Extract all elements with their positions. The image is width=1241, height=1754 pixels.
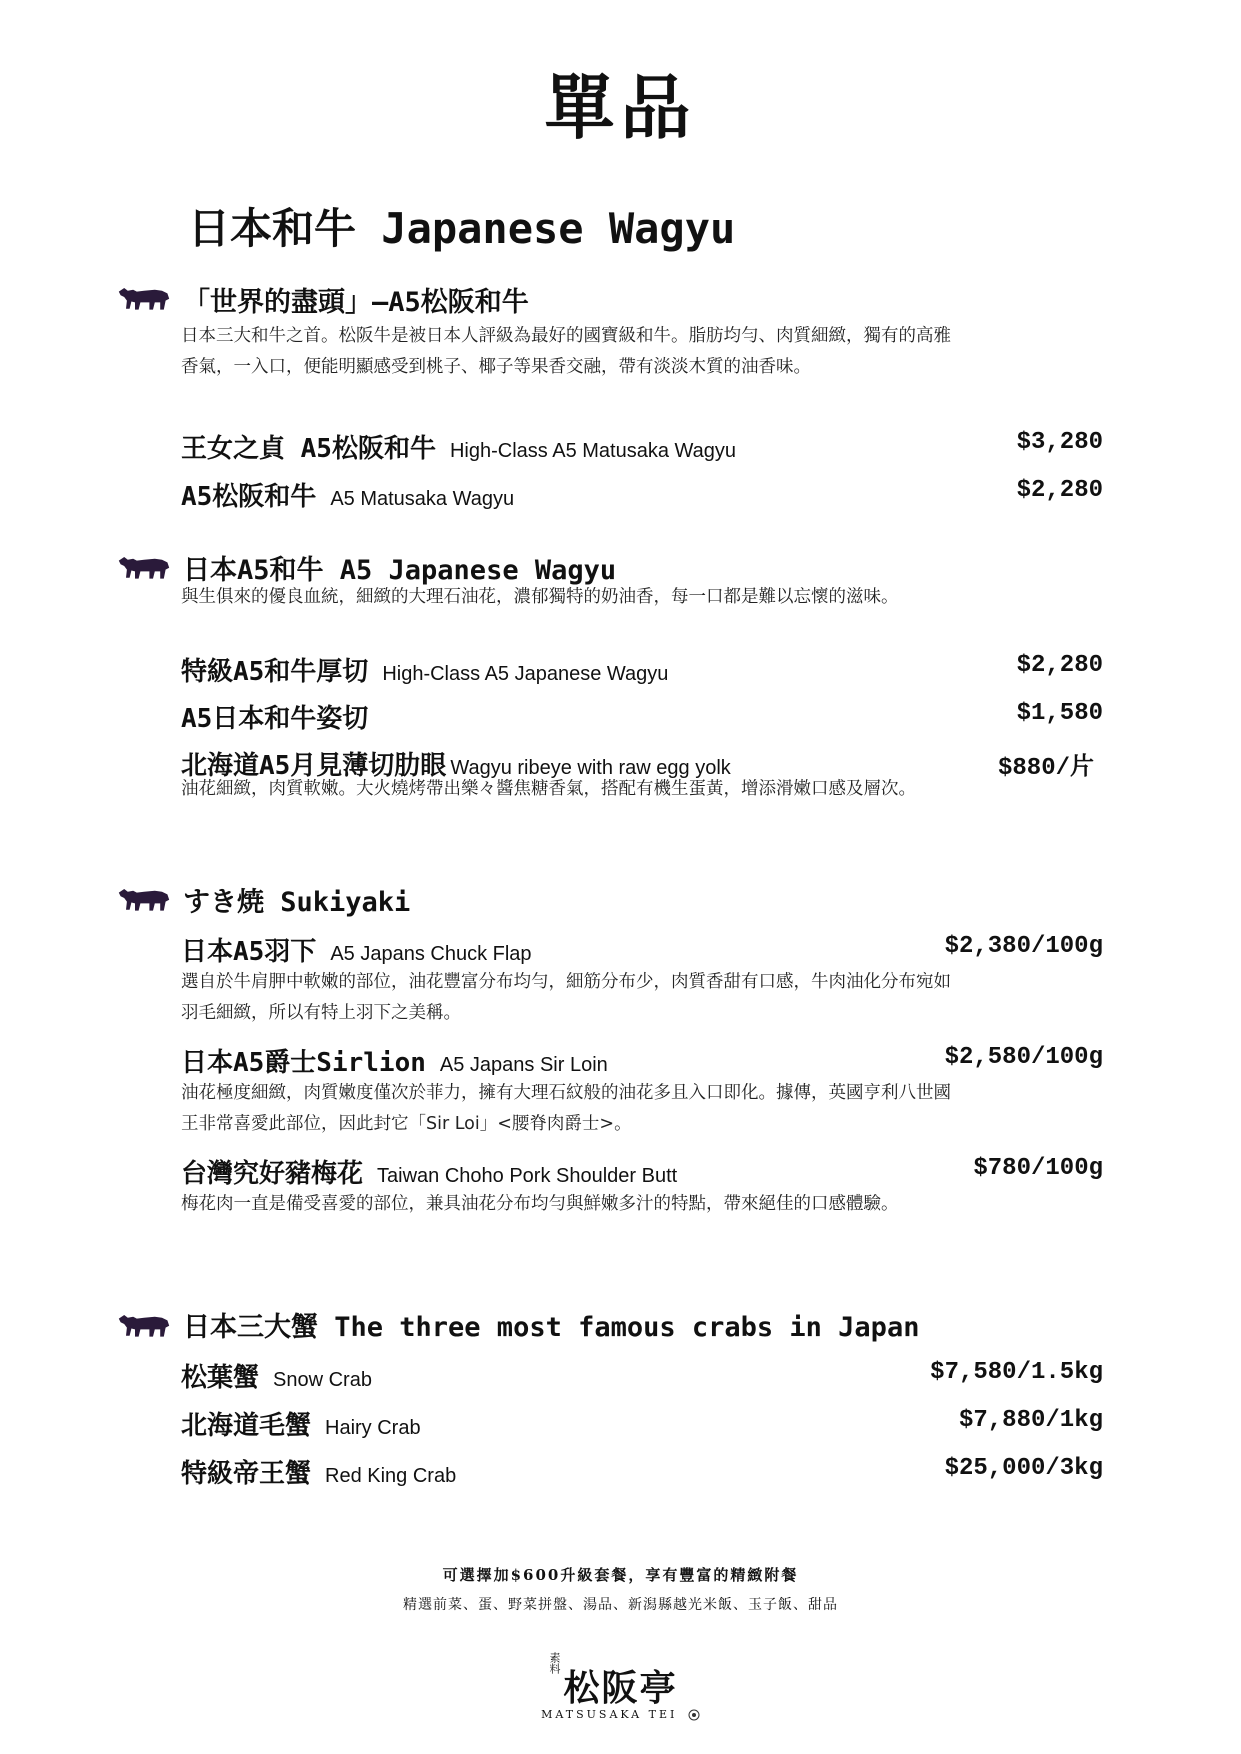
logo-mark: 素料 <box>548 1652 561 1674</box>
sides-list: 精選前菜、蛋、野菜拼盤、湯品、新潟縣越光米飯、玉子飯、甜品 <box>403 1597 838 1613</box>
flower-crest-icon <box>688 1709 700 1721</box>
page-title: 單品 <box>544 66 697 149</box>
menu-item <box>181 698 368 735</box>
group-title: 日本A5和牛 A5 Japanese Wagyu <box>183 555 617 586</box>
item-name-zh: A5日本和牛姿切 <box>181 704 369 734</box>
item-description: 油花細緻，肉質軟嫩。大火燒烤帶出樂々醬焦糖香氣，搭配有機生蛋黃，增添滑嫩口感及層次。 <box>181 779 916 799</box>
logo-subtitle-text: MATSUSAKA TEI <box>541 1708 678 1721</box>
item-name-en: Taiwan Choho Pork Shoulder Butt <box>377 1165 678 1187</box>
item-price: $880/片 <box>997 755 1094 782</box>
menu-item <box>181 931 532 968</box>
item-name-en: Wagyu ribeye with raw egg yolk <box>450 757 731 779</box>
menu-item <box>181 1153 677 1190</box>
item-name-en: A5 Matusaka Wagyu <box>330 488 515 510</box>
item-price: $780/100g <box>973 1155 1103 1182</box>
group-description: 與生俱來的優良血統，細緻的大理石油花，濃郁獨特的奶油香，每一口都是難以忘懷的滋味。 <box>181 587 899 607</box>
bull-icon <box>117 1309 171 1339</box>
item-name-zh: 北海道A5月見薄切肋眼 <box>181 751 447 781</box>
menu-item <box>181 476 514 513</box>
logo-subtitle <box>0 1708 1241 1721</box>
section-title: 日本和牛 Japanese Wagyu <box>188 204 736 253</box>
group-title: 「世界的盡頭」—A5松阪和牛 <box>183 287 529 318</box>
item-name-en: A5 Japans Sir Loin <box>439 1054 608 1076</box>
item-price: $7,880/1kg <box>958 1407 1103 1434</box>
item-price: $2,580/100g <box>944 1044 1103 1071</box>
item-name-zh: 特級A5和牛厚切 <box>181 657 369 687</box>
item-price: $7,580/1.5kg <box>930 1359 1103 1386</box>
menu-item <box>181 1453 456 1490</box>
item-price: $2,280 <box>1016 477 1103 504</box>
item-price: $2,280 <box>1016 652 1103 679</box>
item-name-zh: 台灣究好豬梅花 <box>181 1159 364 1189</box>
upgrade-note: 可選擇加$600升級套餐，享有豐富的精緻附餐 <box>442 1566 799 1584</box>
item-name-zh: 特級帝王蟹 <box>181 1459 312 1489</box>
bull-icon <box>117 551 171 581</box>
group-title: 日本三大蟹 The three most famous crabs in Japan <box>183 1312 920 1343</box>
item-name-en: A5 Japans Chuck Flap <box>330 943 532 965</box>
item-description: 油花極度細緻，肉質嫩度僅次於菲力，擁有大理石紋般的油花多且入口即化。據傳，英國亨利八世國王非常喜愛此部位，因此封它「Sir Loi」<腰脊肉爵士>。 <box>181 1083 951 1134</box>
item-name-zh: 日本A5羽下 <box>181 937 317 967</box>
item-price: $1,580 <box>1016 700 1103 727</box>
menu-item <box>181 1042 608 1079</box>
item-name-en: Red King Crab <box>325 1465 457 1487</box>
group-title: すき焼 Sukiyaki <box>183 887 411 918</box>
menu-item <box>181 1357 372 1394</box>
item-name-en: High-Class A5 Matusaka Wagyu <box>449 440 737 462</box>
item-name-en: High-Class A5 Japanese Wagyu <box>382 663 669 685</box>
bull-icon <box>117 282 171 312</box>
menu-item <box>181 1405 421 1442</box>
item-description: 選自於牛肩胛中軟嫩的部位，油花豐富分布均勻，細筋分布少，肉質香甜有口感，牛肉油化分布宛如羽毛細緻，所以有特上羽下之美稱。 <box>181 972 951 1023</box>
item-name-en: Snow Crab <box>273 1369 372 1391</box>
item-name-zh: 日本A5爵士Sirlion <box>181 1048 426 1078</box>
item-name-zh: 北海道毛蟹 <box>181 1411 312 1441</box>
item-name-zh: 王女之貞 A5松阪和牛 <box>181 434 436 464</box>
item-description: 梅花肉一直是備受喜愛的部位，兼具油花分布均勻與鮮嫩多汁的特點，帶來絕佳的口感體驗。 <box>181 1194 899 1214</box>
group-description: 日本三大和牛之首。松阪牛是被日本人評級為最好的國寶級和牛。脂肪均勻、肉質細緻，獨有的高雅香氣，一入口，便能明顯感受到桃子、椰子等果香交融，帶有淡淡木質的油香味。 <box>181 326 951 377</box>
item-name-en: Hairy Crab <box>325 1417 421 1439</box>
item-price: $25,000/3kg <box>944 1455 1103 1482</box>
bull-icon <box>117 883 171 913</box>
logo-name: 松阪亭 <box>563 1667 678 1709</box>
menu-item <box>181 428 736 465</box>
menu-item <box>181 651 668 688</box>
item-name-zh: 松葉蟹 <box>181 1363 260 1393</box>
item-name-zh: A5松阪和牛 <box>181 482 317 512</box>
item-price: $3,280 <box>1016 429 1103 456</box>
item-price: $2,380/100g <box>944 933 1103 960</box>
